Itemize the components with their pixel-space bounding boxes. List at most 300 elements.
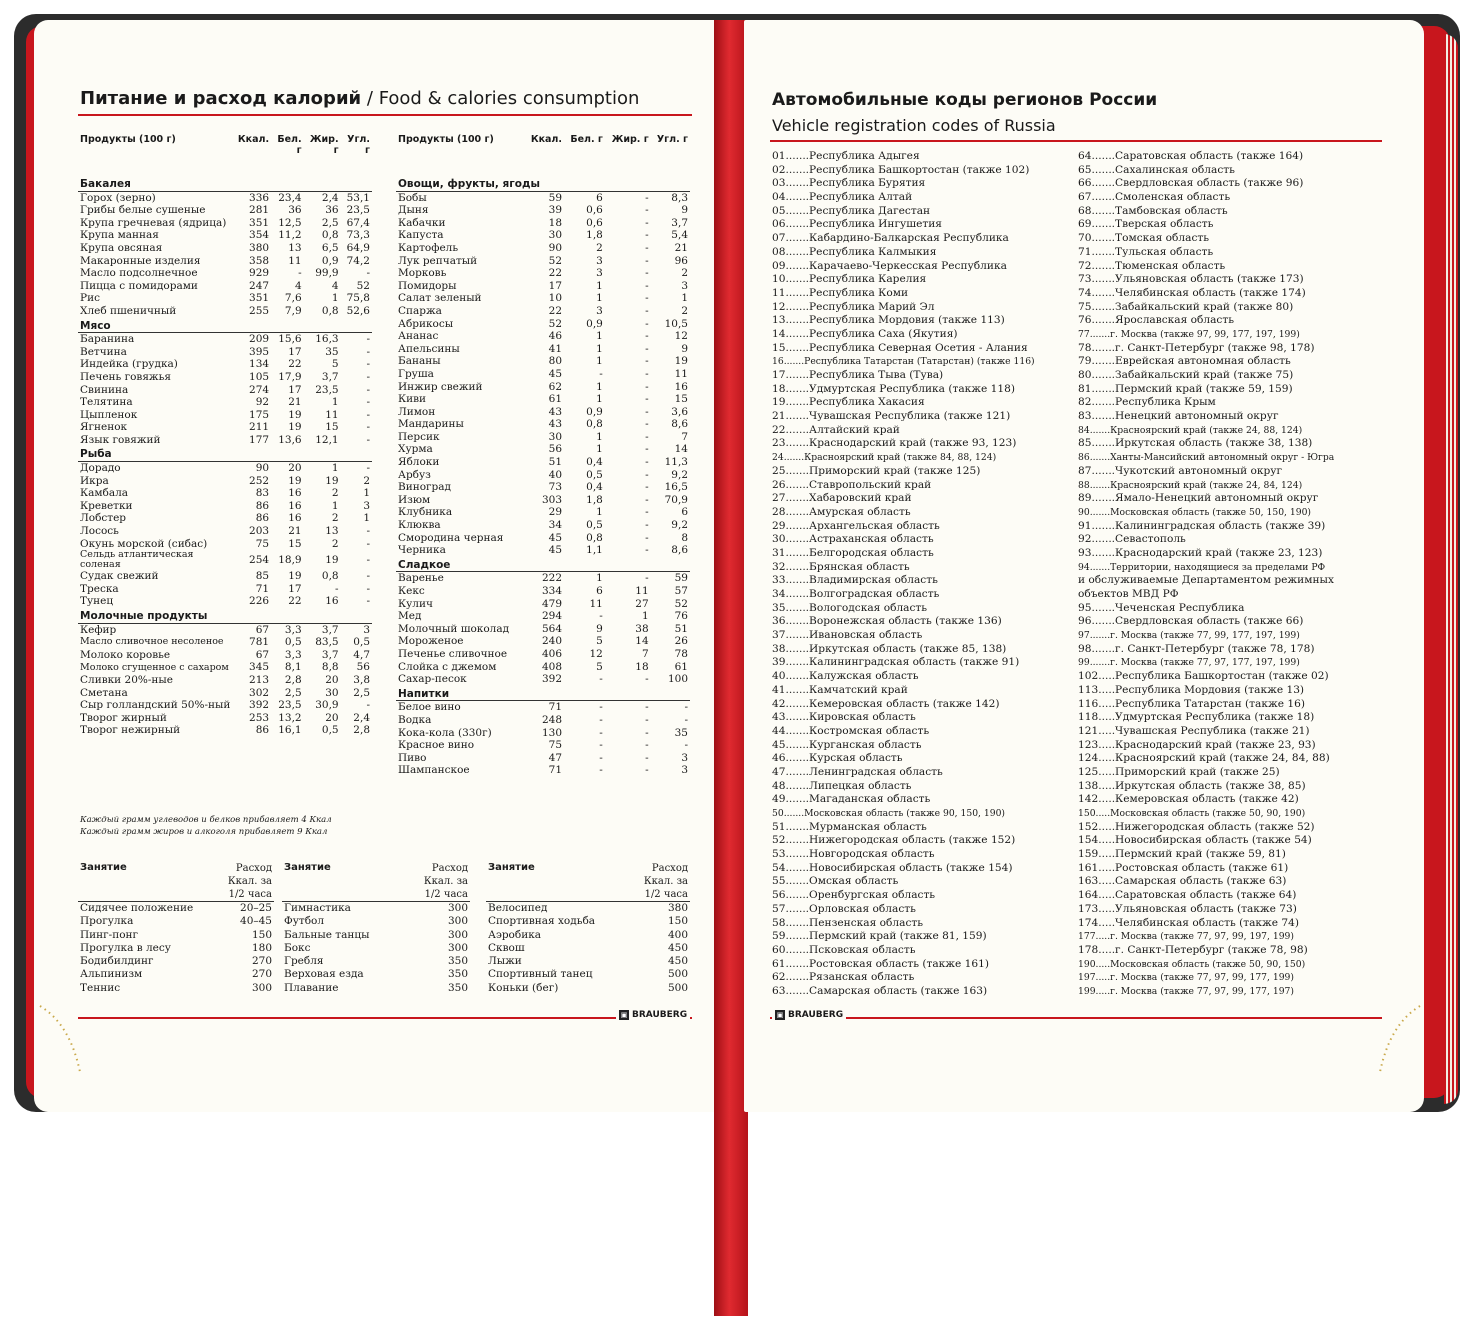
food-value: 6,5 (321, 241, 339, 254)
food-value: 294 (541, 610, 563, 623)
food-value: 64,9 (346, 241, 370, 254)
food-name: Помидоры (398, 279, 457, 292)
food-row (396, 343, 690, 356)
food-value: 16,1 (278, 724, 302, 737)
food-value: 43 (548, 418, 563, 431)
food-row (78, 255, 372, 268)
region-code-entry: 38.......Иркутская область (также 85, 138) (772, 642, 1007, 655)
region-code-entry: 76.......Ярославская область (1078, 314, 1234, 327)
kcal-header-line: 1/2 часа (644, 889, 688, 900)
food-row (78, 462, 372, 475)
food-row (78, 267, 372, 280)
food-name: Апельсины (398, 342, 460, 355)
food-value: 23,4 (278, 191, 302, 204)
food-value: 73 (548, 481, 563, 494)
activity-table-3 (486, 862, 690, 995)
food-value: 253 (249, 711, 270, 724)
food-row (78, 570, 372, 583)
food-name: Абрикосы (398, 317, 454, 330)
activity-kcal: 300 (447, 902, 468, 914)
region-code-entry: 27.......Хабаровский край (772, 492, 912, 505)
food-value: 16 (288, 499, 302, 512)
food-value: 85 (255, 570, 270, 583)
food-name: Икра (80, 474, 109, 487)
bookmark-ribbon[interactable] (714, 20, 748, 1316)
region-code-entry: 71.......Тульская область (1078, 245, 1214, 258)
food-value: - (366, 537, 370, 550)
region-code-entry: 52.......Нижегородская область (также 152) (772, 834, 1016, 847)
food-value: 41 (548, 342, 563, 355)
region-code-entry: 44.......Костромская область (772, 724, 930, 737)
food-value: 30,9 (315, 699, 339, 712)
food-value: 46 (548, 330, 563, 343)
activity-name: Спортивный танец (488, 968, 593, 981)
region-code-entry: 63.......Самарская область (также 163) (772, 984, 988, 997)
food-value: 17 (288, 383, 302, 396)
food-value: 334 (541, 585, 563, 597)
region-code-entry: 95.......Чеченская Республика (1078, 601, 1245, 614)
food-value: - (645, 701, 649, 714)
region-code-entry: 05.......Республика Дагестан (772, 204, 931, 217)
activity-row (282, 955, 470, 968)
food-row (396, 661, 690, 674)
food-value: 240 (541, 635, 563, 648)
right-title-ru: Автомобильные коды регионов России (772, 90, 1158, 110)
region-code-entry: 34.......Волгоградская область (772, 588, 940, 600)
food-value: - (366, 358, 370, 371)
food-value: 18 (635, 660, 649, 673)
food-value: 11 (674, 367, 688, 380)
food-value: 51 (548, 456, 563, 469)
region-code-entry: 41.......Камчатский край (772, 683, 908, 696)
food-name: Белое вино (398, 701, 461, 714)
food-value: 5 (596, 635, 603, 648)
header-protein: Бел. г (570, 134, 603, 145)
stitch-decoration-right (1364, 1004, 1424, 1074)
food-value: 11,2 (278, 229, 302, 242)
food-value: - (366, 595, 370, 608)
food-value: 18 (548, 216, 563, 229)
brand-text: BRAUBERG (788, 1010, 844, 1020)
food-value: 92 (255, 396, 270, 409)
food-value: 247 (249, 279, 270, 292)
food-row (78, 550, 372, 570)
activity-kcal: 180 (251, 941, 272, 954)
region-code-entry: 61.......Ростовская область (также 161) (772, 957, 990, 970)
food-name: Окунь морской (сибас) (80, 537, 208, 550)
header-kcal: Ккал. (237, 134, 270, 145)
right-title-en: Vehicle registration codes of Russia (772, 116, 1056, 135)
food-value: 16,3 (315, 333, 339, 346)
food-value: 1 (596, 330, 603, 343)
food-value: - (645, 317, 649, 330)
kcal-header-line: Ккал. за (423, 876, 468, 887)
food-row (396, 191, 690, 204)
food-value: 16 (288, 512, 302, 525)
activity-row (282, 902, 470, 916)
region-code-entry: 77.......г. Москва (также 97, 99, 177, 197, 199) (1078, 328, 1300, 340)
food-row (78, 333, 372, 346)
food-value: 9 (681, 342, 688, 355)
food-value: 3 (596, 254, 603, 267)
region-code-entry: 04.......Республика Алтай (772, 191, 913, 204)
food-row (396, 406, 690, 419)
food-value: 2,4 (353, 711, 370, 724)
region-code-entry: 29.......Архангельская область (772, 519, 940, 532)
food-name: Клюква (398, 519, 441, 532)
food-value: 16 (674, 380, 688, 393)
food-value: 15,6 (278, 333, 302, 346)
region-code-entry: 190.....Московская область (также 50, 90, 150) (1078, 958, 1306, 970)
food-value: 11 (635, 585, 649, 597)
kcal-header-line: 1/2 часа (424, 889, 468, 900)
food-value: 19 (325, 553, 339, 566)
food-name: Сыр голландский 50%-ный (80, 699, 231, 712)
food-row (78, 346, 372, 359)
region-code-entry: 51.......Мурманская область (772, 820, 927, 833)
food-value: 12 (674, 330, 688, 343)
activity-table-1 (78, 862, 274, 995)
food-value: 1 (596, 443, 603, 456)
region-code-entry: 56.......Оренбургская область (772, 889, 936, 902)
activity-name: Сквош (488, 941, 525, 954)
food-name: Дыня (398, 204, 429, 217)
food-value: 1 (596, 355, 603, 368)
food-value: - (645, 241, 649, 254)
food-value: 45 (548, 531, 563, 544)
food-name: Черника (398, 544, 446, 557)
food-row (78, 396, 372, 409)
food-row (396, 355, 690, 368)
food-value: 177 (249, 433, 270, 446)
activity-kcal: 300 (251, 981, 272, 994)
region-codes-col-2 (1078, 150, 1334, 999)
activity-row (78, 968, 274, 981)
food-value: 59 (548, 191, 563, 204)
food-row (78, 475, 372, 488)
food-value: 2,5 (321, 216, 339, 229)
food-row (396, 305, 690, 318)
food-row (78, 674, 372, 687)
food-value: 17 (288, 582, 302, 595)
food-row (396, 318, 690, 331)
food-value: - (599, 751, 603, 764)
food-row (396, 572, 690, 585)
food-value: 3,7 (321, 648, 339, 661)
region-code-entry: 43.......Кировская область (772, 711, 916, 724)
food-value: 254 (249, 553, 270, 566)
region-code-entry: 32.......Брянская область (772, 560, 910, 573)
food-row (78, 217, 372, 230)
food-name: Молоко коровье (80, 648, 171, 661)
food-row (396, 204, 690, 217)
region-code-entry: 66.......Свердловская область (также 96) (1078, 177, 1304, 190)
food-name: Лимон (398, 405, 436, 418)
activity-name: Лыжи (488, 955, 522, 968)
activity-row (78, 915, 274, 928)
food-value: 211 (249, 421, 270, 434)
food-row (78, 384, 372, 397)
food-value: 39 (548, 204, 563, 217)
region-code-entry: 18.......Удмуртская Республика (также 118) (772, 382, 1016, 395)
region-code-entry: 09.......Карачаево-Черкесская Республика (772, 259, 1007, 272)
region-code-entry: 80.......Забайкальский край (также 75) (1078, 369, 1294, 381)
food-value: - (645, 405, 649, 418)
food-row (78, 649, 372, 662)
food-value: - (684, 701, 688, 714)
region-code-entry: 73.......Ульяновская область (также 173) (1078, 273, 1304, 286)
food-name: Смородина черная (398, 531, 504, 544)
food-value: 78 (674, 647, 688, 660)
food-value: 1 (596, 572, 603, 585)
region-code-entry: 15.......Республика Северная Осетия - Алания (772, 341, 1028, 354)
activity-kcal: 350 (447, 955, 468, 968)
food-value: 1 (331, 396, 339, 409)
food-value: 3,3 (284, 648, 302, 661)
food-value: 3,8 (353, 673, 370, 686)
food-name: Мандарины (398, 418, 464, 431)
food-value: - (645, 713, 649, 726)
region-code-entry: 50.......Московская область (также 90, 150, 190) (772, 808, 1005, 819)
food-name: Бананы (398, 355, 441, 368)
activity-row (282, 942, 470, 955)
food-name: Капуста (398, 229, 444, 242)
section-heading: Молочные продукты (78, 608, 372, 623)
header-product: Продукты (100 г) (80, 134, 176, 145)
region-code-entry: 54.......Новосибирская область (также 154) (772, 861, 1013, 874)
food-value: 226 (249, 595, 270, 608)
food-value: - (599, 713, 603, 726)
food-name: Макаронные изделия (80, 254, 201, 267)
activity-row (486, 955, 690, 968)
food-row (396, 229, 690, 242)
region-code-entry: 01.......Республика Адыгея (772, 150, 920, 162)
activity-kcal: 450 (667, 955, 688, 968)
food-value: 11 (589, 597, 603, 610)
food-value: 19 (288, 421, 302, 434)
food-value: 2 (681, 267, 688, 280)
activity-row (78, 942, 274, 955)
food-value: 71 (548, 701, 563, 714)
food-value: 8,6 (671, 544, 688, 557)
region-code-entry: 35.......Вологодская область (772, 601, 928, 614)
food-table-2 (396, 134, 690, 777)
region-code-entry: 116.....Республика Татарстан (также 16) (1078, 697, 1305, 710)
food-name: Молочный шоколад (398, 622, 510, 635)
food-value: 0,8 (586, 531, 603, 544)
food-value: 20 (288, 462, 302, 475)
food-value: 8 (681, 531, 688, 544)
food-value: 90 (548, 241, 563, 254)
food-value: 21 (288, 396, 302, 409)
region-code-entry: 69.......Тверская область (1078, 218, 1214, 231)
food-value: 6 (596, 191, 603, 204)
food-value: 22 (288, 358, 302, 371)
food-value: 0,4 (586, 456, 603, 469)
food-value: 0,5 (321, 724, 339, 737)
region-code-entry: 40.......Калужская область (772, 670, 919, 683)
food-value: - (366, 570, 370, 583)
food-row (78, 500, 372, 513)
food-value: 3,7 (671, 216, 688, 229)
food-value: 175 (249, 408, 270, 421)
region-code-entry: 121.....Чувашская Республика (также 21) (1078, 724, 1310, 737)
food-name: Рис (80, 292, 100, 305)
region-code-entry: 152.....Нижегородская область (также 52) (1078, 820, 1315, 833)
food-value: - (366, 370, 370, 383)
activity-kcal: 400 (667, 928, 688, 941)
activity-name: Бокс (284, 941, 311, 954)
region-code-entry: 33.......Владимирская область (772, 574, 938, 587)
note-line-1: Каждый грамм углеводов и белков прибавляет 4 Ккал (80, 815, 332, 825)
activity-header: Занятие (486, 862, 628, 902)
food-name: Лук репчатый (398, 254, 478, 267)
region-code-entry: 86.......Ханты-Мансийский автономный округ - Югра (1078, 452, 1335, 464)
activity-name: Пинг-понг (80, 928, 139, 941)
food-name: Спаржа (398, 304, 442, 317)
region-code-entry: 97.......г. Москва (также 77, 99, 177, 197, 199) (1078, 630, 1300, 642)
food-name: Кефир (80, 623, 117, 636)
region-code-entry: 161.....Ростовская область (также 61) (1078, 861, 1289, 874)
food-value: 0,6 (586, 216, 603, 229)
food-value: 35 (674, 726, 688, 739)
food-row (78, 242, 372, 255)
food-value: 3 (363, 499, 370, 512)
food-value: 36 (288, 204, 302, 217)
activity-name: Велосипед (488, 902, 548, 914)
food-value: - (645, 279, 649, 292)
food-value: - (599, 739, 603, 752)
region-code-entry: 28.......Амурская область (772, 505, 911, 518)
activity-kcal: 450 (667, 941, 688, 954)
region-code-entry: 62.......Рязанская область (772, 971, 915, 984)
food-value: 12 (589, 647, 603, 660)
brand-logo-left (616, 1010, 690, 1020)
food-value: 52 (548, 317, 563, 330)
food-value: 19 (325, 474, 339, 487)
food-name: Мед (398, 610, 422, 623)
activity-row (78, 955, 274, 968)
food-value: 8,8 (321, 661, 339, 674)
food-value: 51 (674, 622, 688, 635)
food-row (396, 544, 690, 557)
food-value: 15 (288, 537, 302, 550)
food-value: 1 (641, 610, 649, 623)
region-code-entry: 88.......Красноярский край (также 24, 84, 124) (1078, 479, 1303, 491)
food-value: 59 (674, 572, 688, 585)
food-value: - (366, 582, 370, 595)
food-name: Творог жирный (80, 711, 167, 724)
activity-row (486, 929, 690, 942)
activity-row (78, 902, 274, 916)
region-code-entry: 83.......Ненецкий автономный округ (1078, 410, 1279, 423)
section-heading: Мясо (78, 318, 372, 333)
food-row (78, 358, 372, 371)
food-row (396, 481, 690, 494)
food-value: 83 (255, 487, 270, 500)
activity-table-2 (282, 862, 470, 995)
food-value: 23,5 (315, 383, 339, 396)
food-value: 99,9 (315, 267, 339, 280)
food-value: 53,1 (346, 191, 370, 204)
title-rule-left (78, 114, 692, 116)
food-name: Киви (398, 393, 427, 406)
food-value: 67 (255, 623, 270, 636)
food-value: 1 (596, 393, 603, 406)
food-value: 2 (363, 474, 370, 487)
food-value: - (645, 493, 649, 506)
food-value: 34 (548, 519, 563, 532)
food-value: 83,5 (315, 636, 339, 649)
food-value: 203 (249, 525, 270, 538)
food-value: - (645, 544, 649, 557)
food-row (396, 267, 690, 280)
title-sep: / (361, 88, 379, 109)
food-value: 9,2 (671, 519, 688, 532)
food-value: 6 (596, 585, 603, 597)
food-value: 74,2 (346, 254, 370, 267)
food-value: 7 (681, 430, 688, 443)
food-row (396, 519, 690, 532)
food-value: 12,1 (315, 433, 339, 446)
activity-name: Гребля (284, 955, 324, 968)
region-code-entry: 163.....Самарская область (также 63) (1078, 875, 1287, 888)
food-value: 62 (548, 380, 563, 393)
food-name: Грибы белые сушеные (80, 204, 206, 217)
header-fat: Жир. г (611, 134, 649, 145)
food-value: - (645, 191, 649, 204)
food-value: 395 (249, 345, 270, 358)
food-value: 354 (249, 229, 270, 242)
food-row (396, 714, 690, 727)
food-value: - (645, 506, 649, 519)
region-code-entry: 90.......Московская область (также 50, 150, 190) (1078, 506, 1311, 518)
food-value: 0,5 (284, 636, 302, 649)
food-name: Картофель (398, 241, 459, 254)
food-value: - (645, 739, 649, 752)
food-row (396, 418, 690, 431)
kcal-header-line: Ккал. за (227, 876, 272, 887)
food-row (396, 280, 690, 293)
section-heading: Бакалея (78, 176, 372, 191)
food-name: Кабачки (398, 216, 446, 229)
region-code-entry: 64.......Саратовская область (также 164) (1078, 150, 1304, 162)
activity-name: Аэробика (488, 928, 542, 941)
section-heading: Овощи, фрукты, ягоды (396, 176, 690, 191)
food-value: 345 (249, 661, 270, 674)
food-value: - (298, 267, 302, 280)
activity-name: Прогулка (80, 915, 134, 928)
food-value: - (645, 229, 649, 242)
region-code-entry: 60.......Псковская область (772, 943, 916, 956)
food-value: 1 (681, 292, 688, 305)
food-value: - (645, 418, 649, 431)
food-name: Крупа гречневая (ядрица) (80, 216, 227, 229)
region-code-entry: 67.......Смоленская область (1078, 191, 1231, 204)
food-value: 4 (331, 279, 339, 292)
activity-kcal: 380 (667, 902, 688, 914)
food-row (396, 292, 690, 305)
food-value: 929 (249, 267, 270, 280)
region-code-entry: и обслуживаемые Департаментом режимных (1078, 574, 1334, 587)
food-name: Виноград (398, 481, 451, 494)
food-value: - (366, 383, 370, 396)
food-name: Хлеб пшеничный (80, 304, 177, 317)
region-code-entry: 118.....Удмуртская Республика (также 18) (1078, 711, 1315, 724)
region-code-entry: 87.......Чукотский автономный округ (1078, 464, 1283, 477)
food-name: Пиво (398, 751, 427, 764)
left-page-title (80, 88, 639, 109)
